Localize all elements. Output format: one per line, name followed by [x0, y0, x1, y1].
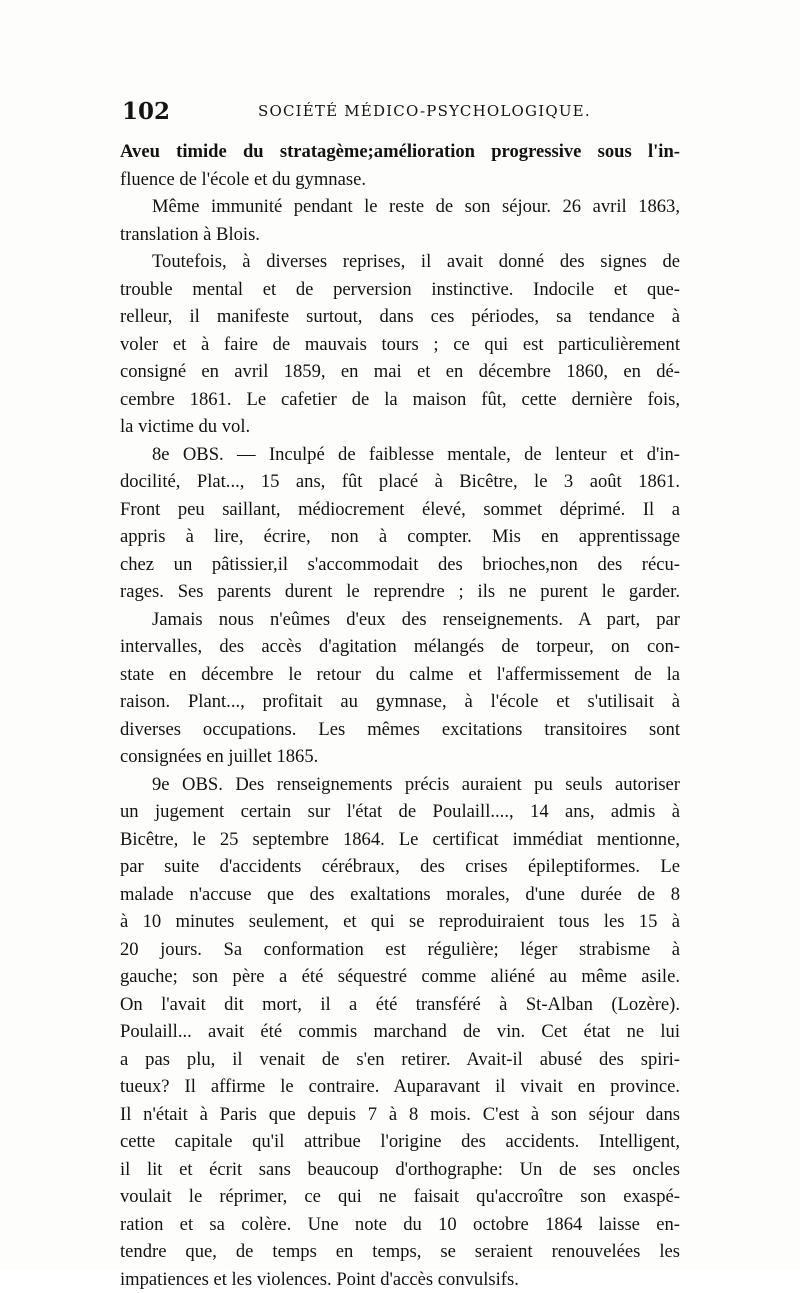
- text-line: cette capitale qu'il attribue l'origine des accidents. Intelligent,: [120, 1128, 680, 1156]
- text-line: rages. Ses parents durent le reprendre ; ils ne purent le garder.: [120, 578, 680, 606]
- text-line: à 10 minutes seulement, et qui se reproduiraient tous les 15 à: [120, 908, 680, 936]
- text-line: cembre 1861. Le cafetier de la maison fût, cette dernière fois,: [120, 386, 680, 414]
- text-line: translation à Blois.: [120, 221, 680, 249]
- text-line: trouble mental et de perversion instinctive. Indocile et que-: [120, 276, 680, 304]
- text-line: Toutefois, à diverses reprises, il avait donné des signes de: [120, 248, 680, 276]
- text-line: intervalles, des accès d'agitation mélangés de torpeur, on con-: [120, 633, 680, 661]
- text-line: consigné en avril 1859, en mai et en décembre 1860, en dé-: [120, 358, 680, 386]
- text-line: 20 jours. Sa conformation est régulière; léger strabisme à: [120, 936, 680, 964]
- text-line: 8e OBS. — Inculpé de faiblesse mentale, de lenteur et d'in-: [120, 441, 680, 469]
- text-line: Il n'était à Paris que depuis 7 à 8 mois. C'est à son séjour dans: [120, 1101, 680, 1129]
- text-line: malade n'accuse que des exaltations morales, d'une durée de 8: [120, 881, 680, 909]
- text-line: la victime du vol.: [120, 413, 680, 441]
- text-line: il lit et écrit sans beaucoup d'orthographe: Un de ses oncles: [120, 1156, 680, 1184]
- page-number: 102: [122, 98, 170, 125]
- text-line: tendre que, de temps en temps, se seraient renouvelées les: [120, 1238, 680, 1266]
- text-line: consignées en juillet 1865.: [120, 743, 680, 771]
- text-line: Poulaill... avait été commis marchand de vin. Cet état ne lui: [120, 1018, 680, 1046]
- text-line: fluence de l'école et du gymnase.: [120, 166, 680, 194]
- text-line: ration et sa colère. Une note du 10 octobre 1864 laisse en-: [120, 1211, 680, 1239]
- text-line: diverses occupations. Les mêmes excitations transitoires sont: [120, 716, 680, 744]
- text-line: On l'avait dit mort, il a été transféré à St-Alban (Lozère).: [120, 991, 680, 1019]
- text-line: docilité, Plat..., 15 ans, fût placé à Bicêtre, le 3 août 1861.: [120, 468, 680, 496]
- text-line: Même immunité pendant le reste de son séjour. 26 avril 1863,: [120, 193, 680, 221]
- text-line: impatiences et les violences. Point d'accès convulsifs.: [120, 1266, 680, 1293]
- text-line: state en décembre le retour du calme et l'affermissement de la: [120, 661, 680, 689]
- text-line: un jugement certain sur l'état de Poulaill...., 14 ans, admis à: [120, 798, 680, 826]
- text-line: appris à lire, écrire, non à compter. Mis en apprentissage: [120, 523, 680, 551]
- text-line: chez un pâtissier,il s'accommodait des brioches,non des récu-: [120, 551, 680, 579]
- page-header: [122, 98, 682, 122]
- text-line: par suite d'accidents cérébraux, des crises épileptiformes. Le: [120, 853, 680, 881]
- text-line: Jamais nous n'eûmes d'eux des renseignements. A part, par: [120, 606, 680, 634]
- text-line: 9e OBS. Des renseignements précis auraient pu seuls autoriser: [120, 771, 680, 799]
- text-line: Bicêtre, le 25 septembre 1864. Le certificat immédiat mentionne,: [120, 826, 680, 854]
- text-line: voulait le réprimer, ce qui ne faisait qu'accroître son exaspé-: [120, 1183, 680, 1211]
- text-line: Aveu timide du stratagème;amélioration progressive sous l'in-: [120, 138, 680, 166]
- text-line: relleur, il manifeste surtout, dans ces périodes, sa tendance à: [120, 303, 680, 331]
- text-line: raison. Plant..., profitait au gymnase, à l'école et s'utilisait à: [120, 688, 680, 716]
- text-line: Front peu saillant, médiocrement élevé, sommet déprimé. Il a: [120, 496, 680, 524]
- text-line: gauche; son père a été séquestré comme aliéné au même asile.: [120, 963, 680, 991]
- body-text: [120, 138, 680, 1293]
- text-line: voler et à faire de mauvais tours ; ce qui est particulièrement: [120, 331, 680, 359]
- running-head: SOCIÉTÉ MÉDICO-PSYCHOLOGIQUE.: [258, 102, 591, 120]
- text-line: a pas plu, il venait de s'en retirer. Avait-il abusé des spiri-: [120, 1046, 680, 1074]
- text-line: tueux? Il affirme le contraire. Auparavant il vivait en province.: [120, 1073, 680, 1101]
